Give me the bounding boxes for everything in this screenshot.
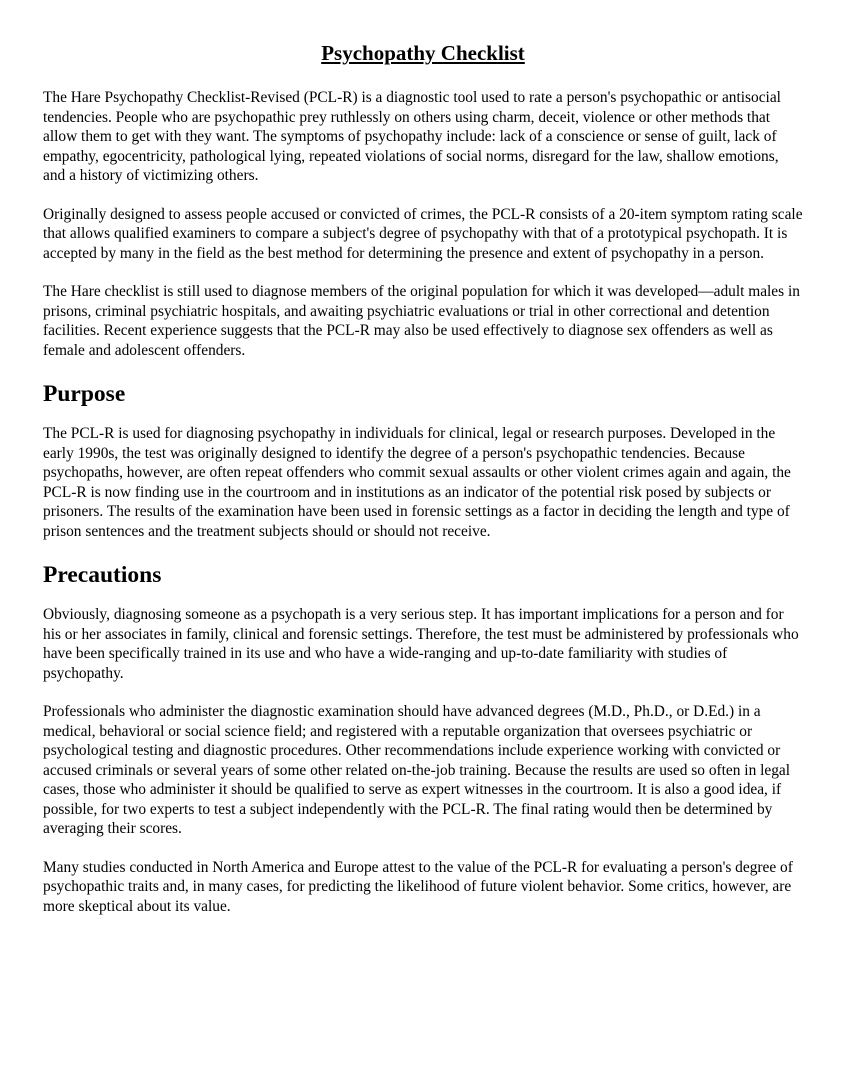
purpose-heading: Purpose <box>43 381 126 407</box>
precautions-paragraph-2: Professionals who administer the diagnostic examination should have advanced degrees (M.D., Ph.D., or D.Ed.) in a medical, behavioral or social science field; and registered with a reputable organization that oversees psychiatric or psychological testing and diagnostic procedures. Other recommendations include experience working with convicted or accused criminals or several years of some other related on-the-job training. Because the results are used so often in legal cases, those who administer it should be qualified to serve as expert witnesses in the courtroom. It is also a good idea, if possible, for two experts to test a subject independently with the PCL-R. The final rating would then be determined by averaging their scores. <box>43 703 791 837</box>
precautions-heading: Precautions <box>43 562 162 588</box>
purpose-paragraph-1: The PCL-R is used for diagnosing psychopathy in individuals for clinical, legal or research purposes. Developed in the early 1990s, the test was originally designed to identify the degree of a person's psychopathic tendencies. Because psychopaths, however, are often repeat offenders who commit sexual assaults or other violent crimes again and again, the PCL-R is now finding use in the courtroom and in institutions as an indicator of the potential risk posed by subjects or prisoners. The results of the examination have been used in forensic settings as a factor in deciding the length and type of prison sentences and the treatment subjects should or should not receive. <box>43 425 791 540</box>
precautions-paragraph-1: Obviously, diagnosing someone as a psychopath is a very serious step. It has important implications for a person and for his or her associates in family, clinical and forensic settings. Therefore, the test must be administered by professionals who have been specifically trained in its use and who have a wide-ranging and up-to-date familiarity with studies of psychopathy. <box>43 606 799 682</box>
precautions-paragraph-3: Many studies conducted in North America and Europe attest to the value of the PCL-R for evaluating a person's degree of psychopathic traits and, in many cases, for predicting the likelihood of future violent behavior. Some critics, however, are more skeptical about its value. <box>43 858 793 915</box>
intro-paragraph-1: The Hare Psychopathy Checklist-Revised (PCL-R) is a diagnostic tool used to rate a person's psychopathic or antisocial tendencies. People who are psychopathic prey ruthlessly on others using charm, deceit, violence or other methods that allow them to get with they want. The symptoms of psychopathy include: lack of a conscience or sense of guilt, lack of empathy, egocentricity, pathological lying, repeated violations of social norms, disregard for the law, shallow emotions, and a history of victimizing others. <box>43 89 781 184</box>
intro-paragraph-2: Originally designed to assess people accused or convicted of crimes, the PCL-R consists of a 20-item symptom rating scale that allows qualified examiners to compare a subject's degree of psychopathy with that of a prototypical psychopath. It is accepted by many in the field as the best method for determining the presence and extent of psychopathy in a person. <box>43 205 803 262</box>
intro-paragraph-3: The Hare checklist is still used to diagnose members of the original population for which it was developed—adult males in prisons, criminal psychiatric hospitals, and awaiting psychiatric evaluations or trial in other correctional and detention facilities. Recent experience suggests that the PCL-R may also be used effectively to diagnose sex offenders as well as female and adolescent offenders. <box>43 283 800 359</box>
document-title: Psychopathy Checklist <box>321 41 525 65</box>
document-page <box>43 38 803 935</box>
